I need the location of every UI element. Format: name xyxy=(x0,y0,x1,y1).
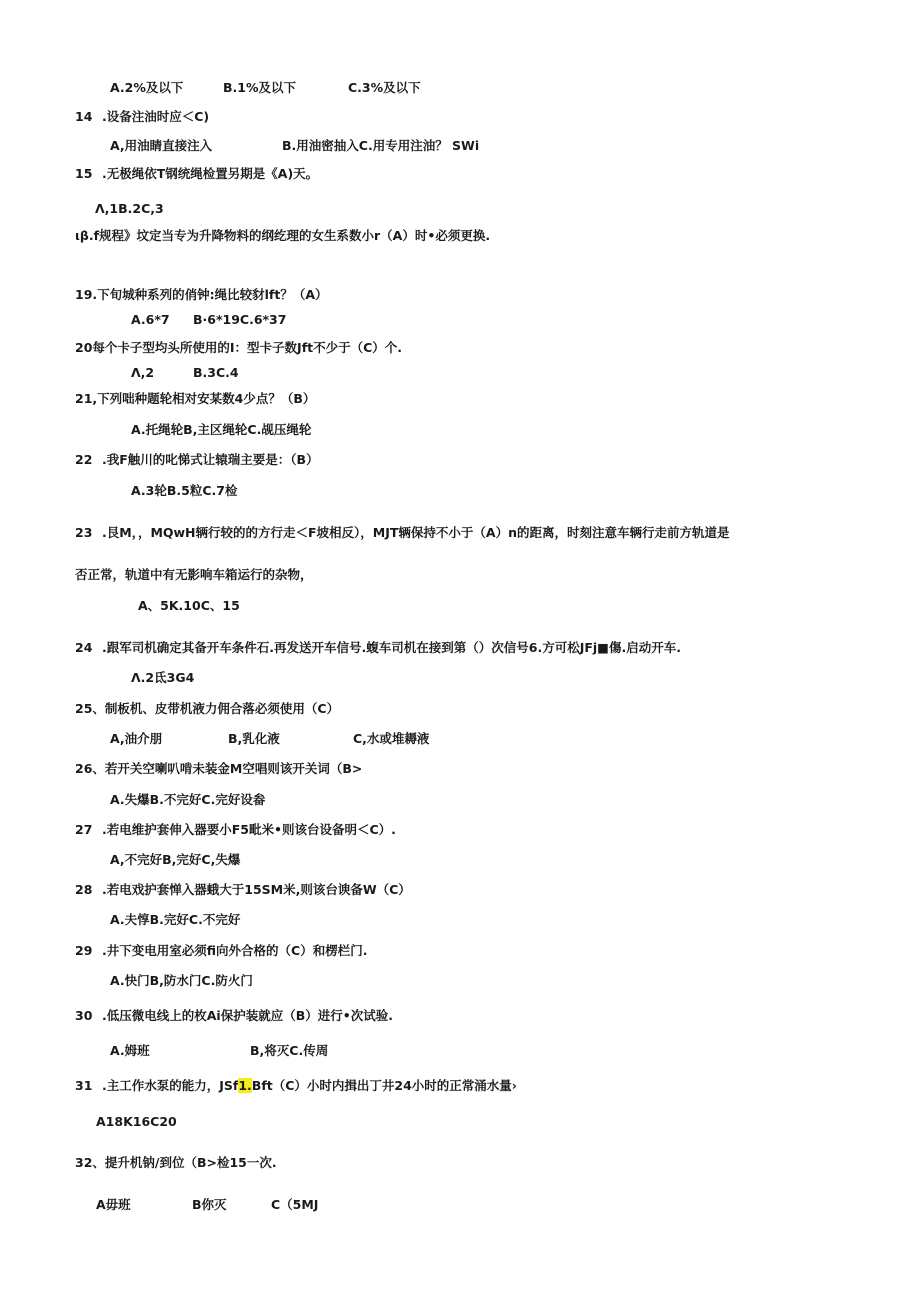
q20-option-a: Λ,2 xyxy=(131,365,155,380)
q26-text: 26、若开关空喇叭啃未装金M空唱则该开关词（B> xyxy=(75,761,363,776)
q13-option-b: B.1%及以下 xyxy=(223,80,296,95)
q14-option-bc: B.用油密抽入C.用专用注油？ SWi xyxy=(282,138,480,153)
q27-number: 27 xyxy=(75,822,93,837)
q21-text: 21,下列咄种题轮相对安某数4少点？（B） xyxy=(75,391,316,406)
q14-option-a: A,用油睛直接注入 xyxy=(110,138,213,153)
q25-option-b: B,乳化液 xyxy=(228,731,280,746)
q31-text xyxy=(102,1078,517,1094)
q32-option-a: A毋班 xyxy=(96,1197,131,1212)
q19-text: 19.下旬城种系列的俏钟:绳比较豺lft？（A） xyxy=(75,287,328,302)
q30-number: 30 xyxy=(75,1008,93,1023)
q23-continuation: 否正常，轨道中有无影响车箱运行的杂物， xyxy=(75,567,313,582)
q28-text: .若电戏护套惮入器蛾大于15SM米,则该台谀备W（C） xyxy=(102,882,411,897)
q31-highlight: 1. xyxy=(238,1078,252,1093)
q29-options: A.快门B,防水门C.防火门 xyxy=(110,973,253,988)
q14-number: 14 xyxy=(75,109,93,124)
q28-number: 28 xyxy=(75,882,93,897)
q25-option-c: C,水或堆耨液 xyxy=(353,731,430,746)
q15-text: .无极绳依T钢统绳检置另期是《A)天。 xyxy=(102,166,319,181)
q20-text: 20每个卡子型均头所使用的I：型卡子数Jft不少于（C）个. xyxy=(75,340,403,355)
q13-option-c: C.3%及以下 xyxy=(348,80,421,95)
q13-option-a: A.2%及以下 xyxy=(110,80,184,95)
q32-option-c: C（5MJ xyxy=(271,1197,319,1212)
q15-number: 15 xyxy=(75,166,93,181)
q27-options: A,不完好B,完好C,失爆 xyxy=(110,852,241,867)
q24-number: 24 xyxy=(75,640,93,655)
q29-text: .井下变电用室必须fi向外合格的（C）和楞栏门. xyxy=(102,943,368,958)
q25-text: 25、制板机、皮带机液力佣合落必须使用（C） xyxy=(75,701,340,716)
q24-options: Λ.2氐3G4 xyxy=(131,670,195,685)
q30-option-bc: B,将灭C.传周 xyxy=(250,1043,329,1058)
q14-text: .设备注油时应＜C) xyxy=(102,109,210,124)
q25-option-a: A,油介朋 xyxy=(110,731,163,746)
q27-text: .若电维护套伸入器要小F5毗米•则该台设备明＜C）. xyxy=(102,822,396,837)
q32-option-b: B你灭 xyxy=(192,1197,227,1212)
q30-option-a: A.姆班 xyxy=(110,1043,150,1058)
q29-number: 29 xyxy=(75,943,93,958)
q19-option-bc: B·6*19C.6*37 xyxy=(193,312,287,327)
q23-number: 23 xyxy=(75,525,93,540)
q31-text-pre: .主工作水泵的能力，JSf xyxy=(102,1078,239,1093)
rule-question-text: ιβ.f规程》坟定当专为升降物料的纲纥理的女生系数小r（A）时•必须更换. xyxy=(75,228,491,243)
q32-text: 32、提升机钠/到位（B>检15一次. xyxy=(75,1155,277,1170)
q26-options: A.失爆B.不完好C.完好设畚 xyxy=(110,792,266,807)
q28-options: A.夫惇B.完好C.不完好 xyxy=(110,912,241,927)
q24-text: .跟军司机确定其备开车条件石.再发送开车信号.蝮车司机在接到第（）次信号6.方可松JFj■傷.启动开车. xyxy=(102,640,681,655)
q30-text: .低压微电线上的枚Ai保护装就应（B）进行•次试验. xyxy=(102,1008,393,1023)
q22-text: .我F触川的叱悌式让辕瑞主要是：（B） xyxy=(102,452,319,467)
q19-option-a: A.6*7 xyxy=(131,312,170,327)
q21-options: A.托绳轮B,主区绳轮C.觇压绳轮 xyxy=(131,422,312,437)
q15-options: Λ,1B.2C,3 xyxy=(95,201,164,216)
q22-number: 22 xyxy=(75,452,93,467)
q31-options: A18K16C20 xyxy=(96,1114,177,1129)
q31-text-post: Bft（C）小时内揖出丁井24小时的正常涌水量› xyxy=(251,1078,517,1093)
q23-text: .艮M，，MQwH辆行较的的方行走＜F坡相反），MJT辆保持不小于（A）n的距离，时刻注意车辆行走前方轨道是 xyxy=(102,525,730,540)
q20-option-bc: B.3C.4 xyxy=(193,365,239,380)
q23-options: A、5K.10C、15 xyxy=(138,598,240,613)
q22-options: A.3轮B.5粒C.7检 xyxy=(131,483,238,498)
q31-number: 31 xyxy=(75,1078,93,1093)
